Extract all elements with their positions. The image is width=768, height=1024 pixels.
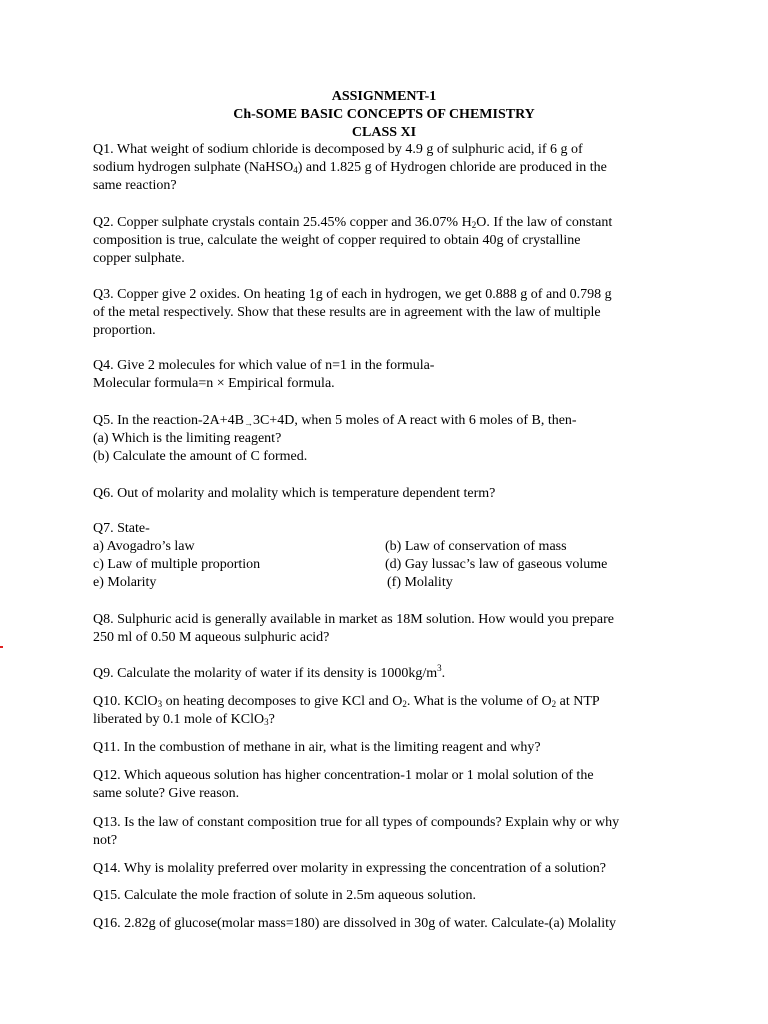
q1-line-3: same reaction? [93, 178, 177, 193]
q4-line-2: Molecular formula=n × Empirical formula. [93, 376, 335, 391]
question-12 [93, 767, 683, 803]
q7-stem: Q7. State- [93, 521, 150, 536]
question-1 [93, 141, 683, 195]
q1-line-2 [93, 159, 683, 177]
q1-text: sodium hydrogen sulphate (NaHSO [93, 160, 294, 175]
q5-text: 3C+4D, when 5 moles of A react with 6 moles of B, then- [252, 413, 577, 428]
q14-line-1: Q14. Why is molality preferred over molarity in expressing the concentration of a solution? [93, 861, 606, 876]
question-7 [93, 520, 683, 538]
q10-line-1 [93, 693, 683, 711]
q12-line-2: same solute? Give reason. [93, 786, 240, 801]
q2-line-3: copper sulphate. [93, 251, 185, 266]
q5-part-b: (b) Calculate the amount of C formed. [93, 449, 308, 464]
question-3 [93, 286, 683, 340]
q4-line-1: Q4. Give 2 molecules for which value of n=1 in the formula- [93, 358, 435, 373]
assignment-header [0, 88, 768, 142]
q2-text: Q2. Copper sulphate crystals contain 25.45% copper and 36.07% H [93, 215, 472, 230]
q9-text: Q9. Calculate the molarity of water if its density is 1000kg/m [93, 666, 438, 681]
q16-line-1: Q16. 2.82g of glucose(molar mass=180) are dissolved in 30g of water. Calculate-(a) Molality [93, 916, 617, 931]
q8-line-2: 250 ml of 0.50 M aqueous sulphuric acid? [93, 630, 330, 645]
q10-subscript: 3 [157, 699, 163, 709]
q2-subscript: 2 [471, 220, 477, 230]
q7-item-a: a) Avogadro’s law [93, 539, 195, 554]
q6-line-1: Q6. Out of molarity and molality which is temperature dependent term? [93, 486, 496, 501]
assignment-title: ASSIGNMENT-1 [331, 89, 437, 104]
question-2 [93, 214, 683, 268]
q2-line-1 [93, 214, 683, 232]
q10-line-2 [93, 711, 683, 729]
q3-line-2: of the metal respectively. Show that these results are in agreement with the law of multiple [93, 305, 601, 320]
q5-text: Q5. In the reaction-2A+4B [93, 413, 244, 428]
question-10 [93, 693, 683, 729]
q1-text: ) and 1.825 g of Hydrogen chloride are produced in the [297, 160, 607, 175]
q10-text: at NTP [556, 694, 600, 709]
question-15 [93, 887, 683, 905]
q1-line-1: Q1. What weight of sodium chloride is decomposed by 4.9 g of sulphuric acid, if 6 g of [93, 142, 583, 157]
question-8 [93, 611, 683, 647]
q10-text: liberated by 0.1 mole of KClO [93, 712, 265, 727]
q5-part-a: (a) Which is the limiting reagent? [93, 431, 282, 446]
q7-item-c: c) Law of multiple proportion [93, 557, 261, 572]
q10-subscript: 2 [402, 699, 407, 709]
q8-line-1: Q8. Sulphuric acid is generally available in market as 18M solution. How would you prepare [93, 612, 614, 627]
question-5 [93, 412, 683, 466]
q11-line-1: Q11. In the combustion of methane in air, what is the limiting reagent and why? [93, 740, 541, 755]
q3-line-1: Q3. Copper give 2 oxides. On heating 1g of each in hydrogen, we get 0.888 g of and 0.798 g [93, 287, 612, 302]
q9-text: . [441, 666, 446, 681]
question-4 [93, 357, 683, 393]
q1-subscript: 4 [293, 165, 298, 175]
q9-line-1 [93, 665, 683, 683]
q5-line-1: Q5. In the reaction-2A+4B→3C+4D, when 5 moles of A react with 6 moles of B, then- [93, 413, 577, 428]
question-14 [93, 860, 683, 878]
question-11 [93, 739, 683, 757]
q7-item-d: (d) Gay lussac’s law of gaseous volume [385, 557, 608, 572]
q9-superscript: 3 [437, 663, 442, 673]
margin-mark [0, 646, 3, 648]
q7-item-b: (b) Law of conservation of mass [385, 539, 567, 554]
q2-line-2: composition is true, calculate the weight of copper required to obtain 40g of crystalline [93, 233, 581, 248]
q10-text: ? [268, 712, 275, 727]
question-16 [93, 915, 683, 933]
q10-subscript: 2 [551, 699, 557, 709]
question-13 [93, 814, 683, 850]
q10-subscript: 3 [264, 717, 269, 727]
chapter-title: Ch-SOME BASIC CONCEPTS OF CHEMISTRY [233, 107, 535, 122]
q12-line-1: Q12. Which aqueous solution has higher concentration-1 molar or 1 molal solution of the [93, 768, 594, 783]
q13-line-2: not? [93, 833, 118, 848]
q10-text: Q10. KClO [93, 694, 158, 709]
question-9 [93, 665, 683, 683]
q15-line-1: Q15. Calculate the mole fraction of solute in 2.5m aqueous solution. [93, 888, 476, 903]
q10-text: . What is the volume of O [406, 694, 552, 709]
q3-line-3: proportion. [93, 323, 156, 338]
q7-item-f: (f) Molality [387, 575, 453, 590]
question-6 [93, 485, 683, 503]
class-label: CLASS XI [351, 125, 417, 140]
q13-line-1: Q13. Is the law of constant composition true for all types of compounds? Explain why or why [93, 815, 620, 830]
q2-text: O. If the law of constant [476, 215, 613, 230]
q10-text: on heating decomposes to give KCl and O [162, 694, 403, 709]
q7-item-e: e) Molarity [93, 575, 157, 590]
